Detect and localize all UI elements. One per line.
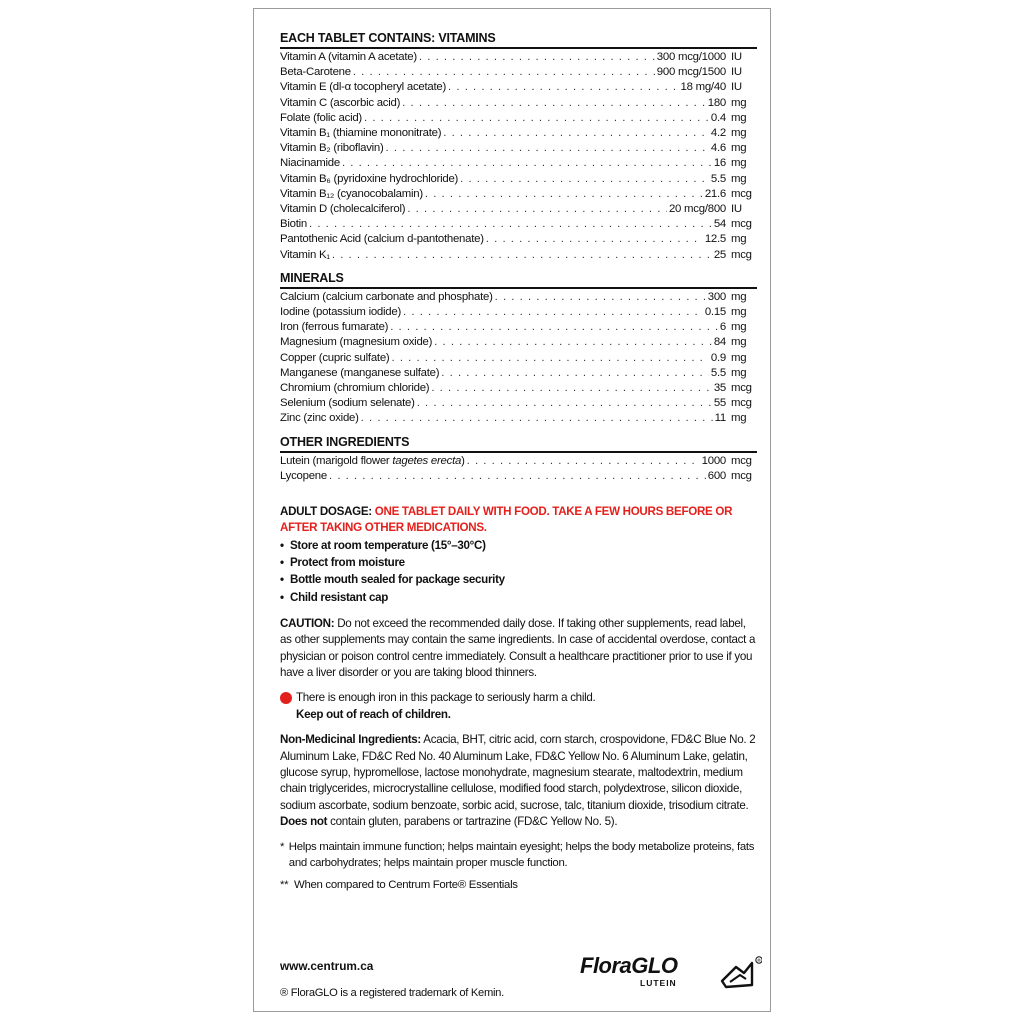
logo-sub: LUTEIN <box>640 978 677 988</box>
ingredient-unit: mg <box>731 306 747 319</box>
logo-word: FloraGLO <box>580 953 678 978</box>
leader-dots <box>386 141 709 156</box>
storage-list <box>280 537 757 606</box>
ingredient-amount: 18 mg/40 <box>680 81 726 94</box>
leader-dots <box>407 202 667 217</box>
ingredient-name: Lycopene <box>280 469 327 482</box>
lutein-close: ) <box>461 454 465 467</box>
ingredient-amount: 0.9 <box>710 351 726 364</box>
ingredient-unit: mg <box>731 366 747 379</box>
ingredient-unit: mg <box>731 233 747 246</box>
table-row <box>280 96 757 111</box>
leader-dots <box>402 96 706 111</box>
ingredient-name: Copper (cupric sulfate) <box>280 351 390 364</box>
ingredient-unit: mg <box>731 96 747 109</box>
does-not-label: Does not <box>280 815 328 829</box>
other-ingredients-heading: OTHER INGREDIENTS <box>280 435 757 453</box>
ingredient-name: Calcium (calcium carbonate and phosphate) <box>280 290 493 303</box>
ingredient-unit: mcg <box>731 397 752 410</box>
minerals-heading: MINERALS <box>280 271 757 289</box>
ingredient-unit: mcg <box>731 218 752 231</box>
table-row <box>280 187 757 202</box>
caution-paragraph <box>280 616 757 682</box>
ingredient-name: Vitamin C (ascorbic acid) <box>280 96 401 109</box>
footnote-1 <box>280 839 757 871</box>
footnote-mark-1: * <box>280 840 285 853</box>
ingredient-amount: 35 <box>713 382 726 395</box>
ingredient-unit: mcg <box>731 187 752 200</box>
bullet-text: Child resistant cap <box>290 590 389 604</box>
leader-dots <box>434 335 712 350</box>
table-row <box>280 80 757 95</box>
ingredient-name: Vitamin B₂ (riboflavin) <box>280 142 384 155</box>
ingredient-name: Zinc (zinc oxide) <box>280 412 359 425</box>
list-item <box>280 589 757 606</box>
ingredient-unit: mg <box>731 111 747 124</box>
ingredient-name: Vitamin D (cholecalciferol) <box>280 203 406 216</box>
ingredient-name: Iron (ferrous fumarate) <box>280 321 389 334</box>
vitamins-heading-prefix: EACH TABLET CONTAINS: <box>280 31 439 45</box>
ingredient-amount: 0.15 <box>704 306 726 319</box>
bullet-text: Bottle mouth sealed for package security <box>290 573 505 587</box>
caution-label: CAUTION: <box>280 616 335 630</box>
leader-dots <box>309 217 712 232</box>
table-row <box>280 156 757 171</box>
ingredient-amount: 0.4 <box>710 111 726 124</box>
ingredient-amount: 84 <box>713 336 726 349</box>
leader-dots <box>486 232 703 247</box>
leader-dots <box>329 469 706 484</box>
iron-warning <box>280 690 757 723</box>
nmi-label: Non-Medicinal Ingredients: <box>280 733 421 747</box>
footnote-text-1: Helps maintain immune function; helps maintain eyesight; helps the body metabolize proteins, fats and carbohydrates; helps maintain proper muscle function. <box>288 840 755 869</box>
lutein-species: tagetes erecta <box>392 454 462 467</box>
ingredient-unit: IU <box>731 81 742 94</box>
table-row <box>280 111 757 126</box>
leader-dots <box>495 290 706 305</box>
ingredient-name: Iodine (potassium iodide) <box>280 306 402 319</box>
leader-dots <box>342 156 712 171</box>
table-row <box>280 320 757 335</box>
ingredient-amount: 4.6 <box>710 142 726 155</box>
table-row <box>280 351 757 366</box>
ingredient-name: Niacinamide <box>280 157 340 170</box>
adult-dosage <box>280 504 757 537</box>
table-row <box>280 141 757 156</box>
table-row <box>280 305 757 320</box>
ingredient-name: Magnesium (magnesium oxide) <box>280 336 433 349</box>
ingredient-unit: IU <box>731 203 742 216</box>
leader-dots <box>448 80 678 95</box>
lutein-name: Lutein (marigold flower <box>280 454 393 467</box>
warning-dot-icon <box>280 692 292 704</box>
bullet-text: Protect from moisture <box>290 556 405 570</box>
leader-dots <box>425 187 703 202</box>
table-row <box>280 217 757 232</box>
bullet-text: Store at room temperature (15°–30°C) <box>290 538 486 552</box>
leader-dots <box>419 50 655 65</box>
table-row <box>280 366 757 381</box>
table-row <box>280 202 757 217</box>
table-row <box>280 290 757 305</box>
leader-dots <box>361 411 713 426</box>
warning-line-1: There is enough iron in this package to seriously harm a child. <box>296 691 596 705</box>
leader-dots <box>441 366 709 381</box>
label-panel <box>253 8 771 1012</box>
leader-dots <box>417 396 712 411</box>
table-row <box>280 381 757 396</box>
ingredient-name: Pantothenic Acid (calcium d-pantothenate) <box>280 233 484 246</box>
ingredient-amount: 5.5 <box>710 172 726 185</box>
ingredient-amount: 16 <box>713 157 726 170</box>
ingredient-amount: 20 mcg/800 <box>668 203 726 216</box>
floraglo-logo <box>580 953 764 997</box>
ingredient-unit: mg <box>731 172 747 185</box>
table-row <box>280 126 757 141</box>
ingredient-unit: mcg <box>731 382 752 395</box>
logo-flower-icon <box>718 955 762 995</box>
leader-dots <box>390 320 718 335</box>
table-row <box>280 50 757 65</box>
leader-dots <box>332 248 712 263</box>
ingredient-unit: mg <box>731 290 747 303</box>
ingredient-name: Vitamin B₁₂ (cyanocobalamin) <box>280 187 423 200</box>
ingredient-unit: IU <box>731 66 742 79</box>
logo-reg-mark: ® <box>757 958 761 963</box>
minerals-table <box>280 289 757 427</box>
bullet-icon: • <box>280 556 284 570</box>
leader-dots <box>403 305 703 320</box>
ingredient-amount: 1000 <box>701 454 726 467</box>
table-row <box>280 396 757 411</box>
ingredient-amount: 4.2 <box>710 127 726 140</box>
leader-dots <box>460 172 709 187</box>
list-item <box>280 554 757 571</box>
list-item <box>280 537 757 554</box>
table-row <box>280 65 757 80</box>
ingredient-name: Vitamin K₁ <box>280 248 330 261</box>
table-row <box>280 454 757 469</box>
other-ingredients-table <box>280 453 757 484</box>
bullet-icon: • <box>280 590 284 604</box>
ingredient-amount: 54 <box>713 218 726 231</box>
warning-line-2: Keep out of reach of children. <box>296 707 451 721</box>
vitamins-table <box>280 49 757 263</box>
ingredient-amount: 180 <box>707 96 726 109</box>
vitamins-heading <box>280 31 757 49</box>
ingredient-name: Vitamin B₆ (pyridoxine hydrochloride) <box>280 172 459 185</box>
nmi-text: Acacia, BHT, citric acid, corn starch, crospovidone, FD&C Blue No. 2 Aluminum Lake, FD&C Red No. 40 Aluminum Lake, FD&C Yellow No. 6 Aluminum Lake, gelatin, glucose syrup, hypromellose, lactose monohydrate, magnesium stearate, maltodextrin, medium chain triglycerides, microcrystalline cellulose, modified food starch, polydextrose, silicon dioxide, sodium ascorbate, sodium benzoate, sorbic acid, sucrose, talc, titanium dioxide, trisodium citrate. <box>280 733 756 812</box>
ingredient-amount: 5.5 <box>710 366 726 379</box>
table-row <box>280 248 757 263</box>
bullet-icon: • <box>280 538 284 552</box>
vitamins-heading-title: VITAMINS <box>438 31 496 45</box>
footnote-2 <box>280 877 757 893</box>
ingredient-unit: mg <box>731 321 747 334</box>
table-row <box>280 469 757 484</box>
table-row <box>280 411 757 426</box>
ingredient-unit: mcg <box>731 454 752 467</box>
ingredient-unit: mg <box>731 142 747 155</box>
dosage-text: ONE TABLET DAILY WITH FOOD. TAKE A FEW HOURS BEFORE OR AFTER TAKING OTHER MEDICATIONS. <box>280 505 733 535</box>
ingredient-amount: 11 <box>714 412 726 425</box>
table-row <box>280 335 757 350</box>
ingredient-name: Biotin <box>280 218 307 231</box>
ingredient-name: Vitamin A (vitamin A acetate) <box>280 51 417 63</box>
ingredient-name: Folate (folic acid) <box>280 111 362 124</box>
ingredient-unit: mcg <box>731 248 752 261</box>
ingredient-unit: IU <box>731 51 742 63</box>
leader-dots <box>353 65 655 80</box>
ingredient-unit: mg <box>731 127 747 140</box>
ingredient-name: Chromium (chromium chloride) <box>280 382 430 395</box>
leader-dots <box>391 351 708 366</box>
ingredient-name: Manganese (manganese sulfate) <box>280 366 440 379</box>
bullet-icon: • <box>280 573 284 587</box>
trademark-note: ® FloraGLO is a registered trademark of Kemin. <box>280 987 504 999</box>
ingredient-amount: 21.6 <box>704 187 726 200</box>
table-row <box>280 232 757 247</box>
ingredient-name: Vitamin B₁ (thiamine mononitrate) <box>280 127 442 140</box>
ingredient-name: Selenium (sodium selenate) <box>280 397 415 410</box>
ingredient-name: Vitamin E (dl-α tocopheryl acetate) <box>280 81 447 94</box>
caution-text: Do not exceed the recommended daily dose. If taking other supplements, read label, as other supplements may contain the same ingredients. In case of accidental overdose, contact a physician or poison control centre immediately. Consult a healthcare practitioner prior to use if you have a liver disorder or you are taking blood thinners. <box>280 616 756 679</box>
website-link[interactable]: www.centrum.ca <box>280 959 374 973</box>
ingredient-amount: 300 <box>707 290 726 303</box>
list-item <box>280 571 757 588</box>
leader-dots <box>431 381 711 396</box>
ingredient-amount: 55 <box>713 397 726 410</box>
ingredient-name: Beta-Carotene <box>280 66 351 79</box>
ingredient-unit: mg <box>731 157 747 170</box>
label-content <box>280 31 757 893</box>
ingredient-amount: 12.5 <box>704 233 726 246</box>
ingredient-amount: 600 <box>707 469 726 482</box>
ingredient-amount: 25 <box>713 248 726 261</box>
does-not-text: contain gluten, parabens or tartrazine (FD&C Yellow No. 5). <box>327 815 618 829</box>
ingredient-amount: 6 <box>719 321 726 334</box>
ingredient-unit: mg <box>731 351 747 364</box>
non-medicinal-ingredients <box>280 732 757 830</box>
ingredient-amount: 900 mcg/1500 <box>656 66 726 79</box>
footnote-mark-2: ** <box>280 878 289 891</box>
ingredient-unit: mcg <box>731 469 752 482</box>
ingredient-name <box>280 454 465 469</box>
leader-dots <box>364 111 709 126</box>
leader-dots <box>467 454 700 469</box>
ingredient-amount: 300 mcg/1000 <box>656 51 726 63</box>
leader-dots <box>443 126 709 141</box>
table-row <box>280 172 757 187</box>
ingredient-unit: mg <box>731 412 747 425</box>
dosage-label: ADULT DOSAGE: <box>280 505 375 519</box>
footnote-text-2: When compared to Centrum Forte® Essentials <box>294 878 518 891</box>
ingredient-unit: mg <box>731 336 747 349</box>
